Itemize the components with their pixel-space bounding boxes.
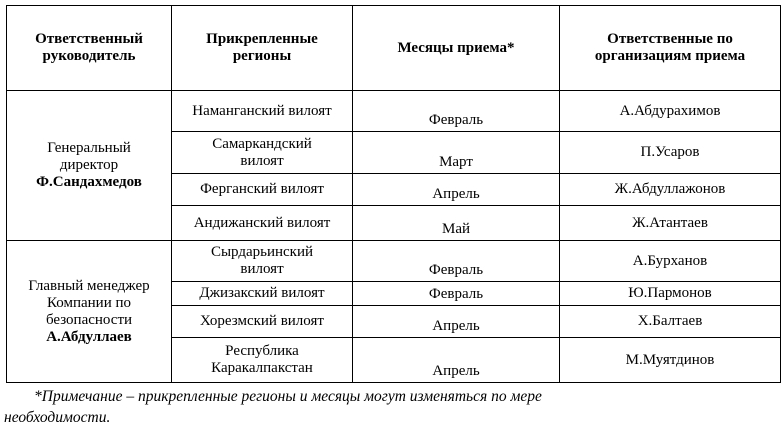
region-cell: Наманганский вилоят [172,91,353,132]
month-cell: Апрель [353,338,560,383]
footnote [4,386,774,428]
responsible-cell: М.Муятдинов [560,338,781,383]
month-cell: Февраль [353,91,560,132]
region-cell: Республика Каракалпакстан [172,338,353,383]
table-row [7,91,781,132]
footnote-line-1: *Примечание – прикрепленные регионы и месяцы могут изменяться по мере [34,388,542,405]
region-cell: Хорезмский вилоят [172,306,353,338]
leader-name: Ф.Сандахмедов [36,174,142,190]
leader-cell [7,241,172,383]
responsible-cell: Ж.Абдуллажонов [560,174,781,206]
header-months: Месяцы приема* [353,6,560,91]
assignment-table [6,5,781,383]
month-cell: Апрель [353,174,560,206]
header-row [7,6,781,91]
responsible-cell: Ж.Атантаев [560,206,781,241]
month-cell: Февраль [353,241,560,282]
footnote-line-2: необходимости. [4,409,111,426]
header-regions: Прикрепленные регионы [172,6,353,91]
region-cell: Самаркандский вилоят [172,132,353,174]
responsible-cell: А.Бурханов [560,241,781,282]
header-leader: Ответственный руководитель [7,6,172,91]
month-cell: Апрель [353,306,560,338]
leader-name: А.Абдуллаев [46,328,132,345]
leader-title: Генеральный директор [47,140,131,173]
region-cell: Сырдарьинский вилоят [172,241,353,282]
region-cell: Ферганский вилоят [172,174,353,206]
responsible-cell: Ю.Пармонов [560,282,781,306]
month-cell: Март [353,132,560,174]
table-row [7,241,781,282]
month-cell: Февраль [353,282,560,306]
responsible-cell: Х.Балтаев [560,306,781,338]
header-org-responsible: Ответственные по организациям приема [560,6,781,91]
leader-cell [7,91,172,241]
region-cell: Джизакский вилоят [172,282,353,306]
responsible-cell: П.Усаров [560,132,781,174]
region-cell: Андижанский вилоят [172,206,353,241]
leader-title: Главный менеджер Компании по безопасности [28,277,150,328]
responsible-cell: А.Абдурахимов [560,91,781,132]
month-cell: Май [353,206,560,241]
